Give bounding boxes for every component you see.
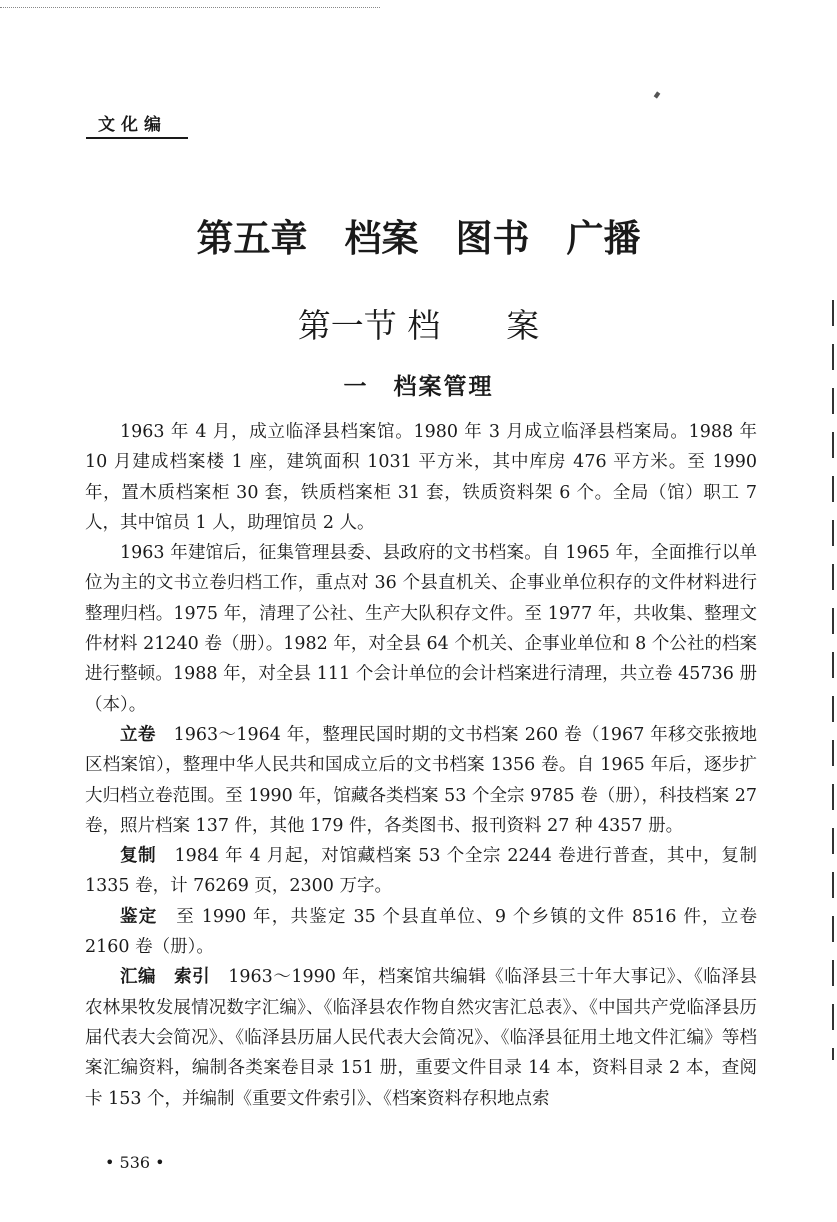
paragraph (85, 538, 757, 720)
paragraph-term: 复制 (120, 846, 157, 867)
scan-speck (654, 91, 661, 98)
paragraph-term: 鉴定 (120, 906, 158, 927)
running-header: 文化编 (98, 115, 167, 135)
paragraph-text: 1984 年 4 月起，对馆藏档案 53 个全宗 2244 卷进行普查，其中，复制 1335 卷，计 76269 页，2300 万字。 (85, 846, 758, 897)
body-text (85, 417, 757, 1114)
page-number: • 536 • (105, 1153, 165, 1172)
section-title: 第一节 档 案 (297, 306, 540, 345)
paragraph (85, 902, 757, 963)
chapter-title: 第五章 档案 图书 广播 (196, 217, 641, 260)
paragraph (85, 962, 757, 1113)
paragraph-term: 立卷 (120, 724, 156, 745)
paragraph-text: 1963～1990 年，档案馆共编辑《临泽县三十年大事记》、《临泽县农林果牧发展情况数字汇编》、《临泽县农作物自然灾害汇总表》、《中国共产党临泽县历届代表大会简况》、《临泽县历届人民代表大会简况》、《临泽县征用土地文件汇编》等档案汇编资料，编制各类案卷目录 151 册，重要文件目录 14 本，资料目录 2 本，查阅卡 153 个，并编制《重要文件索引》、《档案资料存积地点索 (85, 967, 757, 1109)
paragraph-text: 至 1990 年，共鉴定 35 个县直单位、9 个乡镇的文件 8516 件，立卷 2160 卷（册）。 (85, 906, 758, 958)
paragraph-text: 1963 年建馆后，征集管理县委、县政府的文书档案。自 1965 年，全面推行以单位为主的文书立卷归档工作，重点对 36 个县直机关、企事业单位积存的文件材料进行整理归档。1975 年，清理了公社、生产大队积存文件。至 1977 年，共收集、整理文件材料 21240 卷（册）。1982 年，对全县 64 个机关、企事业单位和 8 个公社的档案进行整顿。1988 年，对全县 111 个会计单位的会计档案进行清理，共立卷 45736 册（本）。 (85, 543, 757, 715)
subsection-title: 一 档案管理 (343, 374, 494, 400)
paragraph (85, 841, 757, 902)
paragraph (85, 417, 757, 538)
paragraph (85, 720, 757, 841)
paragraph-text: 1963～1964 年，整理民国时期的文书档案 260 卷（1967 年移交张掖地区档案馆），整理中华人民共和国成立后的文书档案 1356 卷。自 1965 年后，逐步扩大归档立卷范围。至 1990 年，馆藏各类档案 53 个全宗 9785 卷（册），科技档案 27 卷，照片档案 137 件，其他 179 件，各类图书、报刊资料 27 种 4357 册。 (85, 724, 758, 836)
running-header-underline (86, 137, 188, 139)
paragraph-text: 1963 年 4 月，成立临泽县档案馆。1980 年 3 月成立临泽县档案局。1988 年 10 月建成档案楼 1 座，建筑面积 1031 平方米，其中库房 476 平方米。至 1990 年，置木质档案柜 30 套，铁质档案柜 31 套，铁质资料架 6 个。全局（馆）职工 7 人，其中馆员 1 人，助理馆员 2 人。 (85, 422, 757, 533)
scan-right-edge (832, 300, 834, 1060)
paragraph-term: 汇编 索引 (120, 967, 211, 988)
top-edge-rule (0, 7, 380, 8)
